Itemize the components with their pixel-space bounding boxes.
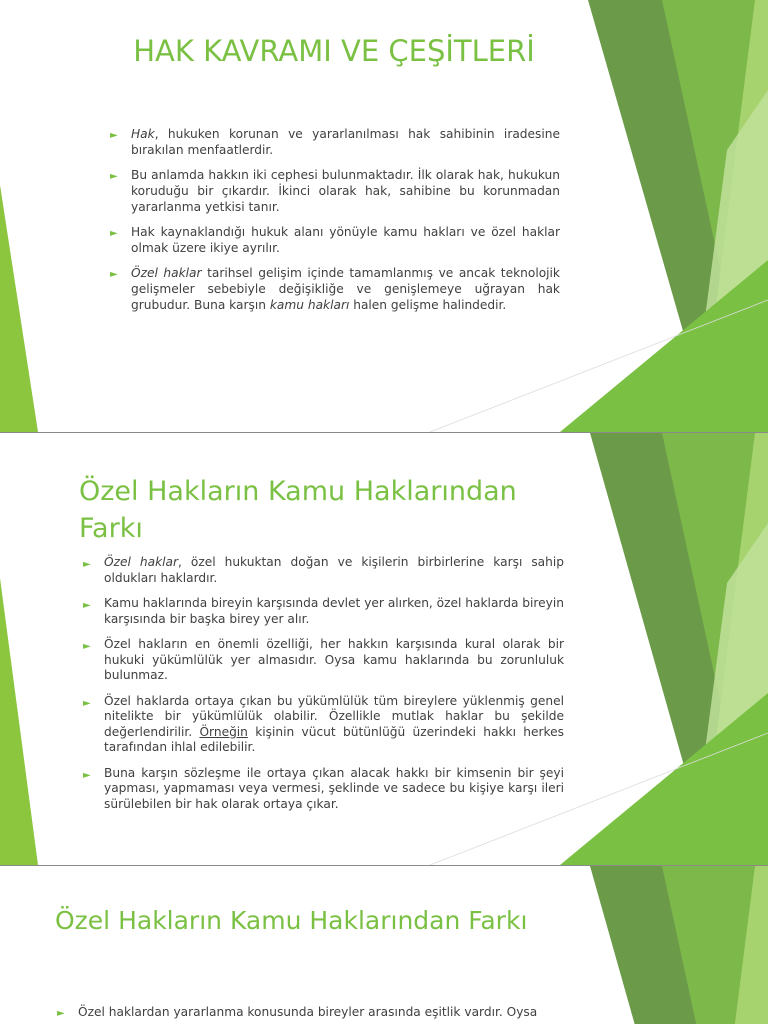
underlined-text: Örneğin: [199, 724, 248, 739]
bullet-text: tarihsel gelişim içinde tamamlanmış ve ancak teknolojik gelişmeler sebebiyle değişikliğe ve genişlemeye uğrayan hak grubudur. Buna karşın: [131, 266, 560, 312]
green-facets-decoration: [0, 866, 768, 1024]
slide-title: Özel Hakların Kamu Haklarından Farkı: [79, 476, 517, 544]
bullet-text: , hukuken korunan ve yararlanılması hak sahibinin iradesine bırakılan menfaatlerdir.: [131, 127, 560, 157]
bullet-list: [57, 1004, 580, 1020]
bullet-item: [110, 126, 560, 158]
bullet-arrow-icon: ►: [110, 130, 118, 141]
bullet-arrow-icon: ►: [83, 769, 91, 781]
bullet-arrow-icon: ►: [83, 559, 91, 570]
bullet-list: [83, 555, 564, 822]
bullet-item: [57, 1004, 580, 1020]
emphasized-term: Özel haklar: [104, 555, 178, 569]
bullet-item: [83, 637, 564, 684]
bullet-text: Özel hakların en önemli özelliği, her hakkın karşısında kural olarak bir hukuki yükümlülük yer almasıdır. Oysa kamu haklarında bu zorunluluk bulunmaz.: [104, 637, 564, 682]
slide-1: [0, 0, 768, 432]
bullet-arrow-icon: ►: [57, 1008, 65, 1019]
bullet-arrow-icon: ►: [83, 600, 91, 611]
left-green-sliver: [0, 185, 38, 432]
bullet-text: Bu anlamda hakkın iki cephesi bulunmaktadır. İlk olarak hak, hukukun koruduğu bir çıkardır. İkinci olarak hak, sahibine bu korunmadan yararlanma yetkisi tanır.: [131, 168, 560, 214]
bullet-text: Özel haklarda ortaya çıkan bu yükümlülük tüm bireylere yüklenmiş genel nitelikte bir yükümlülük olabilir. Özellikle mutlak haklar bu şekilde değerlendirilir.: [104, 693, 564, 739]
bullet-item: [110, 224, 560, 256]
left-green-sliver: [0, 578, 38, 865]
bullet-text: kişinin vücut bütünlüğü üzerindeki hakkı herkes tarafından ihlal edilebilir.: [104, 724, 564, 754]
bullet-item: [83, 555, 564, 586]
bullet-arrow-icon: ►: [83, 697, 91, 709]
bullet-text: Kamu haklarında bireyin karşısında devlet yer alırken, özel haklarda bireyin karşısında bir başka birey yer alır.: [104, 596, 564, 626]
bullet-item: [110, 265, 560, 313]
bullet-text: Buna karşın sözleşme ile ortaya çıkan alacak hakkı bir kimsenin bir şeyi yapması, yapmaması veya vermesi, şeklinde ve sadece bu kişiye karşı ileri sürülebilen bir hak olarak ortaya çıkar.: [104, 765, 564, 811]
bullet-item: [83, 596, 564, 627]
bullet-item: [83, 766, 564, 813]
slide-title: HAK KAVRAMI VE ÇEŞİTLERİ: [133, 34, 535, 68]
slide-title: Özel Hakların Kamu Haklarından Farkı: [55, 906, 528, 935]
bullet-arrow-icon: ►: [110, 171, 118, 182]
bullet-arrow-icon: ►: [110, 228, 118, 239]
bullet-text: Özel haklardan yararlanma konusunda bireyler arasında eşitlik vardır. Oysa: [78, 1005, 538, 1019]
bullet-list: [110, 126, 560, 322]
slide-2: [0, 433, 768, 865]
bullet-text: halen gelişme halindedir.: [349, 298, 507, 312]
bullet-arrow-icon: ►: [83, 641, 91, 652]
bullet-item: [110, 167, 560, 215]
bullet-text: , özel hukuktan doğan ve kişilerin birbirlerine karşı sahip oldukları haklardır.: [104, 555, 564, 585]
emphasized-term: Hak: [131, 127, 155, 141]
emphasized-term: Özel haklar: [131, 266, 202, 280]
slide-3: [0, 866, 768, 1024]
bullet-arrow-icon: ►: [110, 269, 118, 280]
bullet-text: Hak kaynaklandığı hukuk alanı yönüyle kamu hakları ve özel haklar olmak üzere ikiye ayrılır.: [131, 225, 560, 255]
emphasized-term: kamu hakları: [269, 298, 350, 312]
bullet-item: [83, 694, 564, 756]
